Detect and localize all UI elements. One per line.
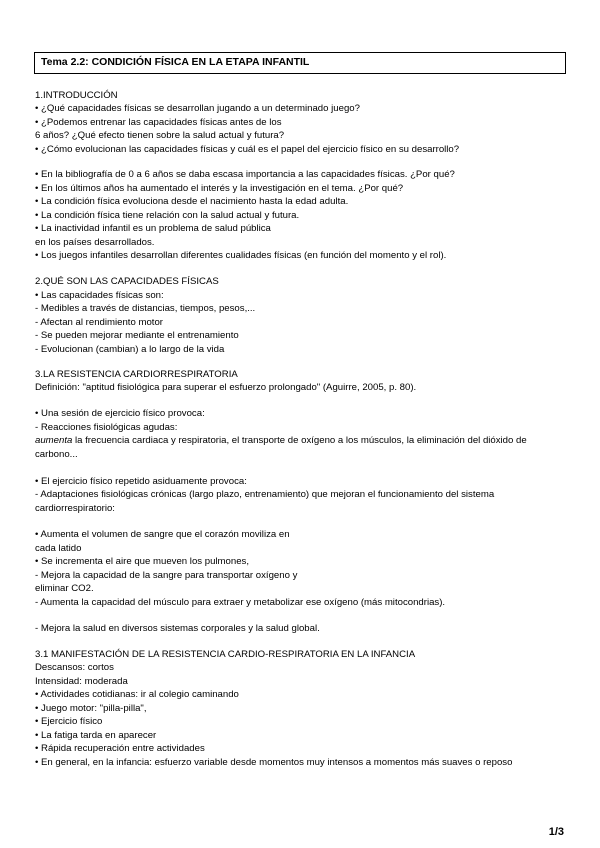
capacidades-line: - Afectan al rendimiento motor (35, 317, 163, 328)
salud-line: - Mejora la salud en diversos sistemas corporales y la salud global. (35, 623, 320, 634)
intro-line: • La inactividad infantil es un problema de salud pública (35, 223, 271, 234)
section-heading-capacidades: 2.QUÉ SON LAS CAPACIDADES FÍSICAS (35, 276, 219, 287)
intro-line: • La condición física evoluciona desde el nacimiento hasta la edad adulta. (35, 196, 349, 207)
capacidades-line: - Medibles a través de distancias, tiempos, pesos,... (35, 303, 256, 314)
effect-line: eliminar CO2. (35, 583, 94, 594)
resistencia-line: - Reacciones fisiológicas agudas: (35, 422, 178, 433)
intro-line: 6 años? ¿Qué efecto tienen sobre la salud actual y futura? (35, 130, 285, 141)
intro-line: • En los últimos años ha aumentado el interés y la investigación en el tema. ¿Por qué? (35, 183, 404, 194)
section-heading-manifestacion: 3.1 MANIFESTACIÓN DE LA RESISTENCIA CARDIO-RESPIRATORIA EN LA INFANCIA (35, 649, 416, 660)
capacidades-line: • Las capacidades físicas son: (35, 290, 164, 301)
section-heading-resistencia: 3.LA RESISTENCIA CARDIORRESPIRATORIA (35, 369, 238, 380)
manifestacion-line: • Juego motor: "pilla-pilla", (35, 703, 147, 714)
capacidades-line: - Evolucionan (cambian) a lo largo de la vida (35, 344, 225, 355)
page-number: 1/3 (548, 826, 564, 838)
manifestacion-line: Descansos: cortos (35, 662, 114, 673)
manifestacion-line: Intensidad: moderada (35, 676, 128, 687)
manifestacion-line: • La fatiga tarda en aparecer (35, 730, 157, 741)
section-heading-intro: 1.INTRODUCCIÓN (35, 90, 118, 101)
intro-line: en los países desarrollados. (35, 237, 155, 248)
manifestacion-line: • Rápida recuperación entre actividades (35, 743, 205, 754)
resistencia-line: • El ejercicio físico repetido asiduamente provoca: (35, 476, 247, 487)
resistencia-aumenta-line (35, 435, 527, 447)
intro-line: • ¿Cómo evolucionan las capacidades físicas y cuál es el papel del ejercicio físico en su desarrollo? (35, 144, 460, 155)
resistencia-line: cardiorrespiratorio: (35, 503, 115, 514)
manifestacion-line: • Ejercicio físico (35, 716, 103, 727)
intro-line: • ¿Podemos entrenar las capacidades físicas antes de los (35, 117, 282, 128)
resistencia-line: • Una sesión de ejercicio físico provoca: (35, 408, 205, 419)
aumenta-rest: la frecuencia cardiaca y respiratoria, el transporte de oxígeno a los músculos, la eliminación del dióxido de (72, 435, 527, 446)
aumenta-italic: aumenta (35, 435, 73, 446)
intro-line: • En la bibliografía de 0 a 6 años se daba escasa importancia a las capacidades físicas. ¿Por qué? (35, 169, 455, 180)
resistencia-line: carbono... (35, 449, 78, 460)
effect-line: • Se incrementa el aire que mueven los pulmones, (35, 556, 250, 567)
effect-line: - Mejora la capacidad de la sangre para transportar oxígeno y (35, 570, 298, 581)
intro-line: • ¿Qué capacidades físicas se desarrollan jugando a un determinado juego? (35, 103, 360, 114)
intro-line: • Los juegos infantiles desarrollan diferentes cualidades físicas (en función del momento y el rol). (35, 250, 447, 261)
intro-line: • La condición física tiene relación con la salud actual y futura. (35, 210, 300, 221)
manifestacion-line: • Actividades cotidianas: ir al colegio caminando (35, 689, 239, 700)
effect-line: • Aumenta el volumen de sangre que el corazón moviliza en (35, 529, 290, 540)
effect-line: cada latido (35, 543, 82, 554)
effect-line: - Aumenta la capacidad del músculo para extraer y metabolizar ese oxígeno (más mitocondrias). (35, 597, 446, 608)
manifestacion-line: • En general, en la infancia: esfuerzo variable desde momentos muy intensos a momentos más suaves o reposo (35, 757, 513, 768)
page-title: Tema 2.2: CONDICIÓN FÍSICA EN LA ETAPA INFANTIL (41, 56, 310, 68)
resistencia-line: - Adaptaciones fisiológicas crónicas (largo plazo, entrenamiento) que mejoran el funcionamiento del sistema (35, 489, 495, 500)
capacidades-line: - Se pueden mejorar mediante el entrenamiento (35, 330, 239, 341)
title-box (34, 52, 566, 74)
resistencia-definition: Definición: "aptitud fisiológica para superar el esfuerzo prolongado" (Aguirre, 2005, p. 80). (35, 382, 417, 393)
